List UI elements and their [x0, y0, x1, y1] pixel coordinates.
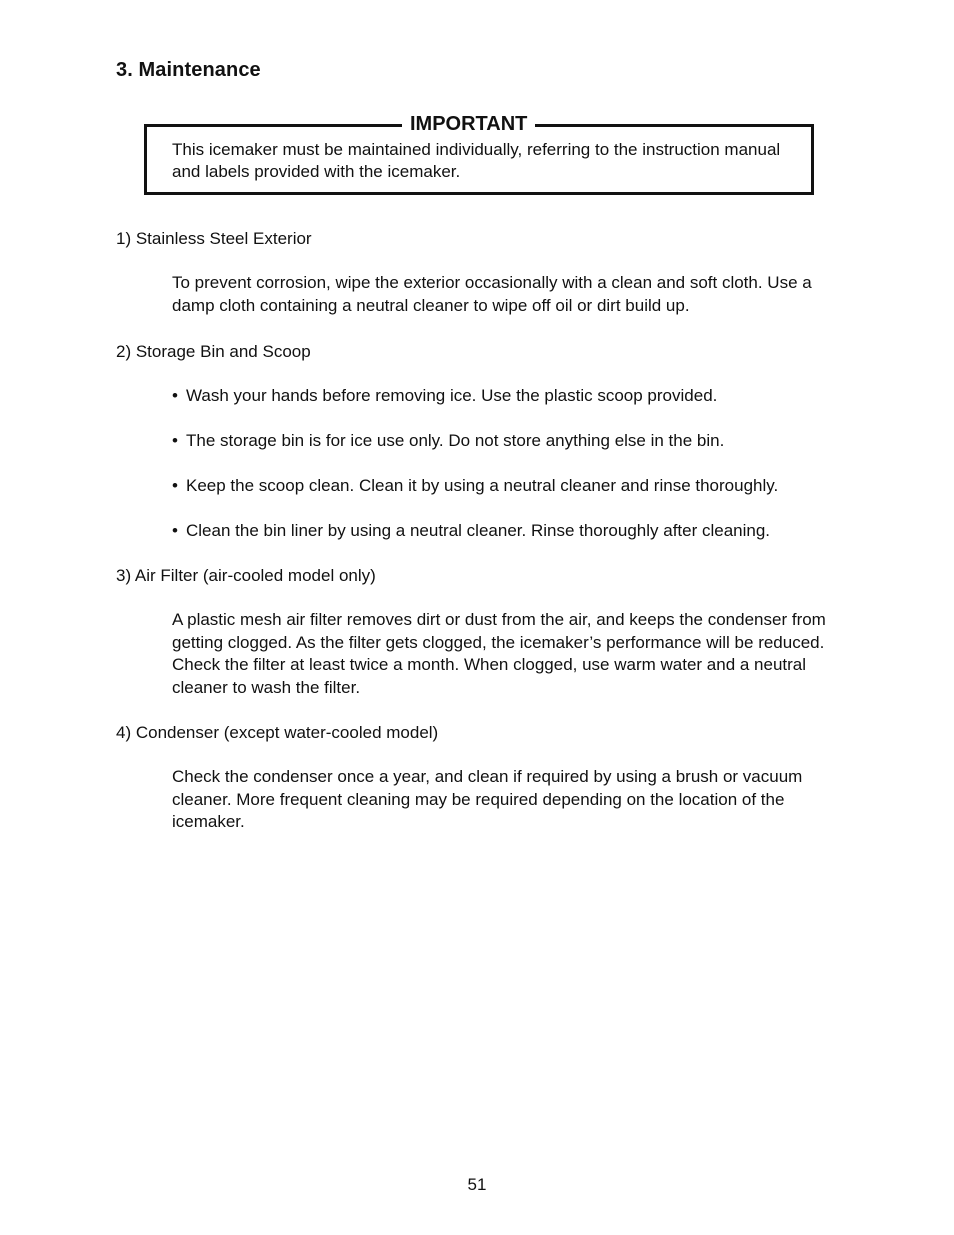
bullet-icon: • — [172, 386, 178, 405]
important-text: This icemaker must be maintained individually, referring to the instruction manual and labels provided with the icemaker. — [172, 140, 781, 181]
bullet-text: Keep the scoop clean. Clean it by using a neutral cleaner and rinse thoroughly. — [186, 476, 779, 495]
list-item — [172, 475, 852, 497]
bullet-icon: • — [172, 521, 178, 540]
bullet-text: Clean the bin liner by using a neutral cleaner. Rinse thoroughly after cleaning. — [186, 521, 771, 540]
item-heading-storage-bin-and-scoop: 2) Storage Bin and Scoop — [116, 342, 311, 361]
item-paragraph-condenser: Check the condenser once a year, and clean if required by using a brush or vacuum cleaner. More frequent cleaning may be required depending on the location of the icemaker. — [172, 767, 803, 831]
section-title: 3. Maintenance — [116, 59, 261, 81]
bullet-icon: • — [172, 431, 178, 450]
page-number: 51 — [467, 1175, 487, 1194]
item-heading-stainless-steel-exterior: 1) Stainless Steel Exterior — [116, 229, 312, 248]
bullet-icon: • — [172, 476, 178, 495]
list-item — [172, 385, 852, 407]
bullet-text: Wash your hands before removing ice. Use the plastic scoop provided. — [186, 386, 718, 405]
item-heading-air-filter: 3) Air Filter (air-cooled model only) — [116, 566, 376, 585]
item-paragraph-stainless-steel-exterior: To prevent corrosion, wipe the exterior occasionally with a clean and soft cloth. Use a damp cloth containing a neutral cleaner to wipe off oil or dirt build up. — [172, 273, 812, 315]
item-heading-condenser: 4) Condenser (except water-cooled model) — [116, 723, 439, 742]
item-paragraph-air-filter: A plastic mesh air filter removes dirt or dust from the air, and keeps the condenser from getting clogged. As the filter gets clogged, the icemaker’s performance will be reduced. Check the filter at least twice a month. When clogged, use warm water and a neutral cleaner to wash the filter. — [172, 610, 826, 697]
important-label: IMPORTANT — [402, 111, 535, 137]
list-item — [172, 520, 852, 542]
bullet-text: The storage bin is for ice use only. Do not store anything else in the bin. — [186, 431, 725, 450]
list-item — [172, 430, 852, 452]
